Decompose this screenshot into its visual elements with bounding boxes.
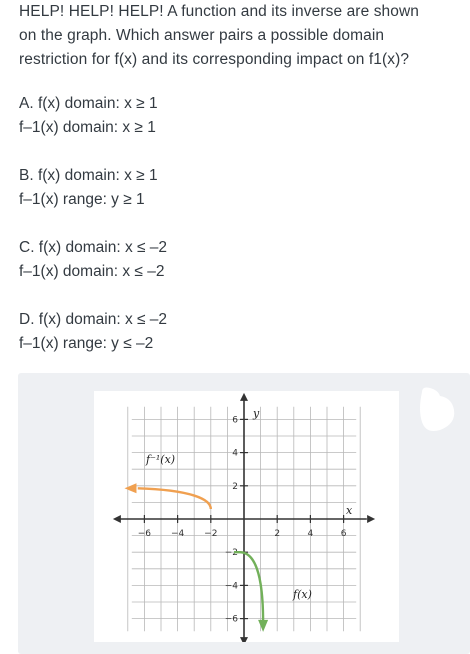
question-line-1: HELP! HELP! HELP! A function and its inverse are shown <box>19 3 419 20</box>
option-b-line-2: f–1(x) range: y ≥ 1 <box>19 191 145 208</box>
graph-svg <box>94 391 399 642</box>
option-c-line-1: C. f(x) domain: x ≤ –2 <box>19 239 168 256</box>
y-axis-arrow-up <box>240 393 248 401</box>
option-d <box>19 308 167 356</box>
f-curve-arrow <box>258 620 268 632</box>
graph-ticks <box>138 415 347 624</box>
x-tick-label: 4 <box>307 529 314 539</box>
x-tick-label: 2 <box>274 529 281 539</box>
option-c <box>19 236 167 284</box>
x-axis-arrow-left <box>113 515 121 523</box>
question-line-2: on the graph. Which answer pairs a possible domain <box>19 27 385 44</box>
inverse-function-label: f⁻¹(x) <box>146 453 176 466</box>
question-line-3: restriction for f(x) and its corresponding impact on f1(x)? <box>19 51 410 68</box>
y-tick-label: 6 <box>232 415 238 426</box>
graph-axes <box>113 393 375 642</box>
option-c-line-2: f–1(x) domain: x ≤ –2 <box>19 263 165 280</box>
y-axis-label: y <box>253 407 260 420</box>
x-tick-label: −2 <box>204 529 218 539</box>
option-a <box>19 92 158 140</box>
y-tick-label: −4 <box>224 581 238 592</box>
f-curve <box>234 552 263 622</box>
inverse-curve <box>138 488 211 509</box>
graph-curves <box>124 483 268 632</box>
option-b-line-1: B. f(x) domain: x ≥ 1 <box>19 167 158 184</box>
zoom-icon[interactable] <box>418 386 458 434</box>
x-tick-label: 6 <box>340 529 347 539</box>
option-a-line-1: A. f(x) domain: x ≥ 1 <box>19 95 158 112</box>
inverse-curve-arrow <box>124 483 136 493</box>
x-axis-label: x <box>346 504 353 517</box>
question-text <box>19 0 459 72</box>
y-tick-label: 4 <box>232 448 238 459</box>
y-tick-label: −6 <box>224 614 238 625</box>
y-tick-label: −2 <box>224 548 238 559</box>
option-a-line-2: f–1(x) domain: x ≥ 1 <box>19 119 156 136</box>
option-b <box>19 164 158 212</box>
y-tick-label: 2 <box>232 481 238 492</box>
x-tick-label: −6 <box>137 529 152 539</box>
option-d-line-2: f–1(x) range: y ≤ –2 <box>19 335 154 352</box>
y-axis-arrow-down <box>240 637 248 642</box>
x-axis-arrow-right <box>367 515 375 523</box>
graph-image[interactable] <box>94 391 399 642</box>
f-function-label: f(x) <box>293 588 312 601</box>
option-d-line-1: D. f(x) domain: x ≤ –2 <box>19 311 168 328</box>
x-tick-label: −4 <box>170 529 185 539</box>
